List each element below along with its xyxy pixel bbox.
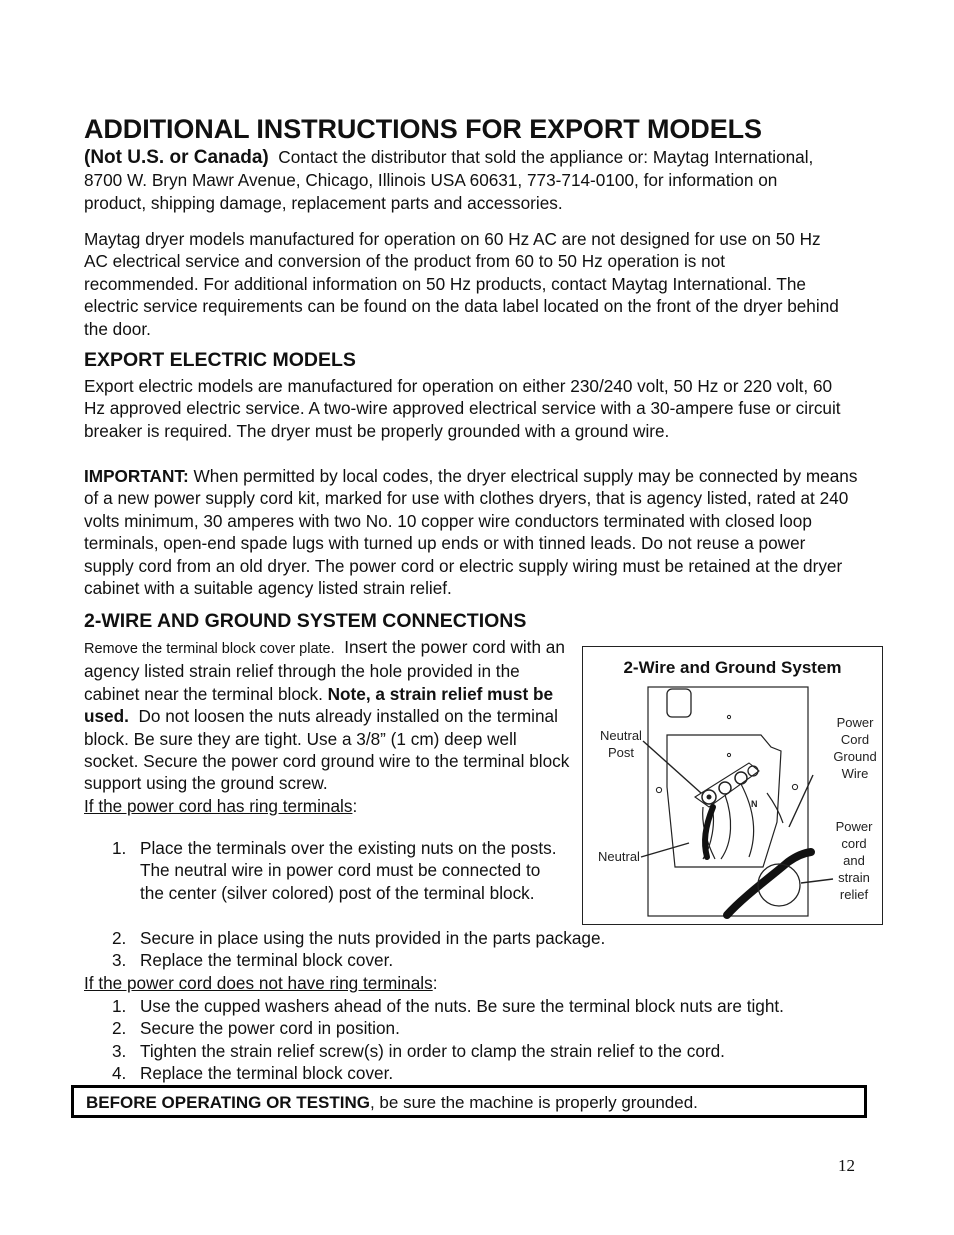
no-ring-steps-list	[84, 995, 874, 1085]
label-strain-relief: Power cord and strain relief	[835, 819, 873, 902]
remove-text: Remove the terminal block cover plate.	[84, 641, 335, 657]
ring-steps-list-cont	[84, 927, 864, 972]
no-ring-paragraph: If the power cord does not have ring terminals:	[84, 973, 438, 993]
no-ring-heading: If the power cord does not have ring terminals	[84, 973, 433, 993]
list-item: 1. Use the cupped washers ahead of the nuts. Be sure the terminal block nuts are tight.	[112, 996, 784, 1016]
page-number: 12	[838, 1156, 855, 1175]
two-wire-paragraph: Remove the terminal block cover plate. Insert the power cord with an agency listed strain relief through the hole provided in the cabinet near the terminal block. Note, a strain relief must be used. Do not loosen the nuts already installed on the terminal block. Be sure they are tight. Use a 3/8” (1 cm) deep well socket. Secure the power cord ground wire to the terminal block support using the ground screw. If the power cord has ring terminals:	[84, 637, 570, 816]
warning-text	[86, 1092, 698, 1114]
intro-text: Contact the distributor that sold the appliance or: Maytag International, 8700 W. Bryn Mawr Avenue, Chicago, Illinois USA 60631, 773-714-0100, for information on product, shipping damage, replacement parts and accessories.	[84, 147, 814, 213]
label-neutral: Neutral	[598, 849, 640, 864]
wiring-figure	[582, 646, 883, 925]
warning-bold: BEFORE OPERATING OR TESTING	[86, 1093, 370, 1112]
important-paragraph	[84, 465, 859, 599]
rest-text: Do not loosen the nuts already installed on the terminal block. Be sure they are tight. Use a 3/8” (1 cm) deep well socket. Secure the power cord ground wire to the terminal block support using the ground screw.	[84, 706, 570, 794]
ring-heading: If the power cord has ring terminals	[84, 795, 353, 816]
important-text: When permitted by local codes, the dryer electrical supply may be connected by means of a new power supply cord kit, marked for use with clothes dryers, that is agency listed, rated at 240 volts minimum, 30 amperes with two No. 10 copper wire conductors terminated with closed loop terminals, open-end spade lugs with turned up ends or with tinned leads. Do not reuse a power supply cord from an old dryer. The power cord or electric supply wiring must be retained at the dryer cabinet with a suitable agency listed strain relief.	[84, 466, 858, 599]
figure-title: 2-Wire and Ground System	[623, 658, 842, 677]
list-item: 2. Secure in place using the nuts provided in the parts package.	[112, 928, 606, 948]
list-item: 1. Place the terminals over the existing nuts on the posts. The neutral wire in power cord must be connected to the center (silver colored) post of the terminal block.	[112, 838, 557, 903]
list-item: 4. Replace the terminal block cover.	[112, 1063, 394, 1084]
note-bold: Note, a strain relief must be used.	[84, 683, 554, 727]
label-ground-wire: Power Cord Ground Wire	[833, 715, 877, 781]
export-electric-text: Export electric models are manufactured for operation on either 230/240 volt, 50 Hz or 220 volt, 60 Hz approved electric service. A two-wire approved electrical service with a 30-ampere fuse or circuit breaker is required. The dryer must be properly grounded with a ground wire.	[84, 376, 841, 441]
two-wire-heading: 2-WIRE AND GROUND SYSTEM CONNECTIONS	[84, 610, 527, 632]
insert-text: Insert the power cord with an agency listed strain relief through the hole provided in the cabinet near the terminal block.	[84, 637, 565, 704]
list-item: 3. Replace the terminal block cover.	[112, 950, 394, 971]
page-title: ADDITIONAL INSTRUCTIONS FOR EXPORT MODELS	[84, 114, 762, 144]
intro-paragraph	[84, 146, 844, 214]
important-label: IMPORTANT:	[84, 466, 189, 486]
hz-paragraph: Maytag dryer models manufactured for operation on 60 Hz AC are not designed for use on 50 Hz AC electrical service and conversion of the product from 60 to 50 Hz operation is not recommended. For additional information on 50 Hz products, contact Maytag International. The electric service requirements can be found on the data label located on the front of the dryer behind the door.	[84, 229, 839, 339]
intro-lead: (Not U.S. or Canada)	[84, 147, 269, 168]
ring-steps-list	[84, 837, 564, 904]
warning-rest: , be sure the machine is properly grounded.	[369, 1093, 698, 1112]
warning-box	[71, 1085, 867, 1118]
list-item: 2. Secure the power cord in position.	[112, 1018, 400, 1039]
list-item: 3. Tighten the strain relief screw(s) in order to clamp the strain relief to the cord.	[112, 1040, 725, 1061]
export-electric-heading: EXPORT ELECTRIC MODELS	[84, 349, 356, 371]
label-neutral-post: Neutral Post	[600, 728, 642, 760]
terminal-mark-n: N	[751, 799, 758, 809]
